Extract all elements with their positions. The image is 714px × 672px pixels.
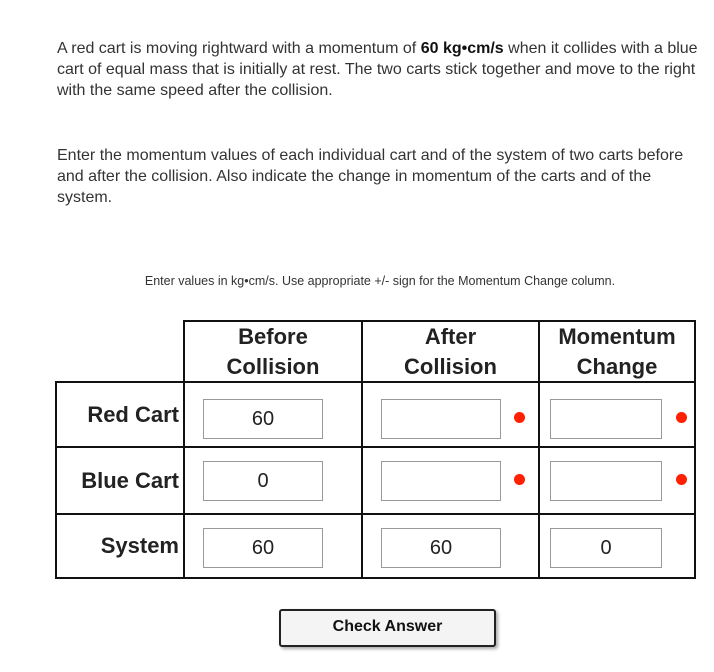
red-cart-change-input[interactable] xyxy=(550,399,662,439)
system-before-input[interactable] xyxy=(203,528,323,568)
row-label-blue-cart: Blue Cart xyxy=(55,446,185,515)
header-momentum-change: Momentum Change xyxy=(538,320,696,383)
blue-cart-after-input[interactable] xyxy=(381,461,501,501)
row-label-system: System xyxy=(55,513,185,579)
task-instructions: Enter the momentum values of each individual cart and of the system of two carts before and after the collision. Also indicate the change in momentum of the carts and of the system. xyxy=(57,147,684,206)
blue-cart-before-input[interactable] xyxy=(203,461,323,501)
header-before-collision: Before Collision xyxy=(183,320,363,383)
units-instructions: Enter values in kg•cm/s. Use appropriate +/- sign for the Momentum Change column. xyxy=(144,274,616,288)
red-cart-change-indicator-dot xyxy=(676,412,687,423)
header-after-collision: After Collision xyxy=(361,320,540,383)
system-after-input[interactable] xyxy=(381,528,501,568)
blue-cart-change-indicator-dot xyxy=(676,474,687,485)
check-answer-button[interactable]: Check Answer xyxy=(279,609,496,647)
blue-cart-change-input[interactable] xyxy=(550,461,662,501)
momentum-value: 60 kg•cm/s xyxy=(420,40,504,57)
system-change-input[interactable] xyxy=(550,528,662,568)
red-cart-before-input[interactable] xyxy=(203,399,323,439)
red-cart-after-input[interactable] xyxy=(381,399,501,439)
problem-statement: A red cart is moving rightward with a momentum of 60 kg•cm/s when it collides with a blue cart of equal mass that is initially at rest. The two carts stick together and move to the right with the same speed after the collision. xyxy=(57,40,698,99)
blue-cart-after-indicator-dot xyxy=(514,474,525,485)
red-cart-after-indicator-dot xyxy=(514,412,525,423)
row-label-red-cart: Red Cart xyxy=(55,381,185,448)
